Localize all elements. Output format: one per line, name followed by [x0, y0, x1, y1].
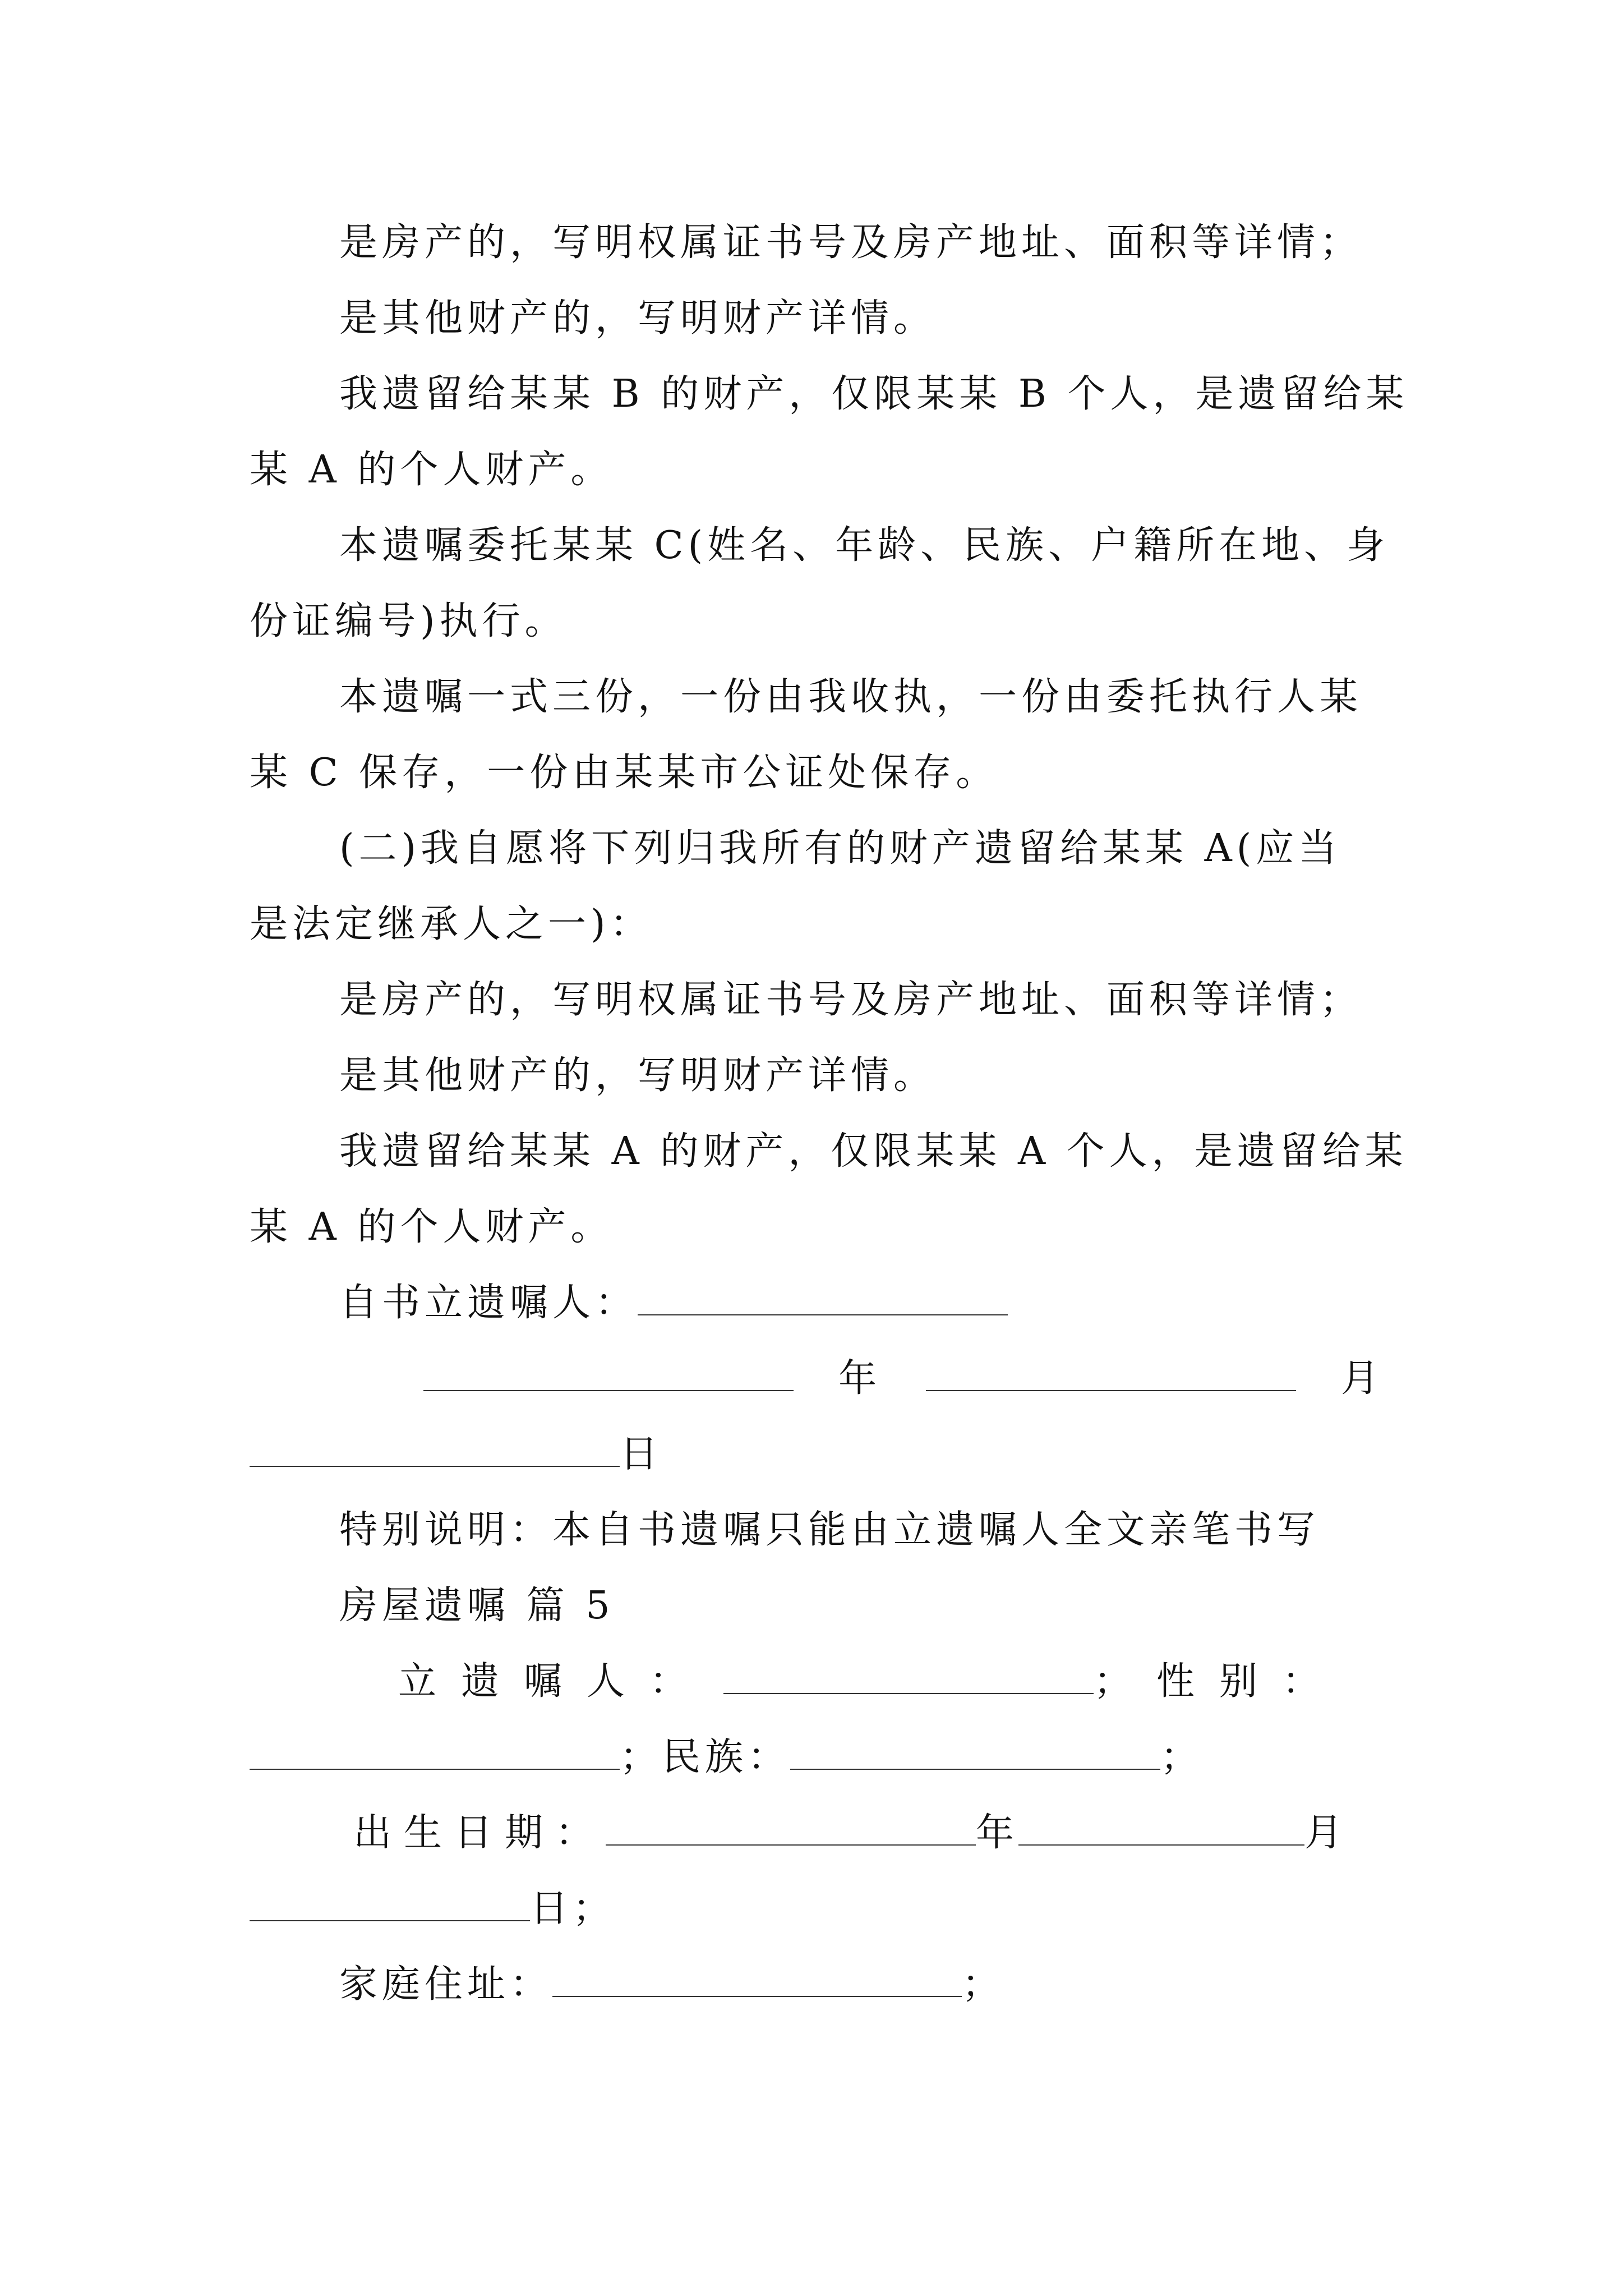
paragraph-property-other-2: 是其他财产的，写明财产详情。 [339, 1053, 937, 1098]
paragraph-section2-line2: 是法定继承人之一)： [250, 902, 653, 946]
paragraph-executor-line2: 份证编号)执行。 [250, 599, 568, 643]
gender-label: ；性别： [1094, 1659, 1345, 1704]
birth-month-blank [1018, 1811, 1304, 1846]
paragraph-property-other: 是其他财产的，写明财产详情。 [339, 296, 937, 341]
testator-field-blank [723, 1659, 1094, 1694]
month-label: 月 [1341, 1356, 1384, 1401]
paragraph-copies-line2: 某 C 保存，一份由某某市公证处保存。 [250, 751, 999, 795]
paragraph-property-house: 是房产的，写明权属证书号及房产地址、面积等详情； [339, 220, 1363, 265]
day-blank [250, 1432, 620, 1467]
testator-label: 自书立遗嘱人： [339, 1281, 638, 1325]
birth-day-label: 日； [530, 1887, 616, 1931]
paragraph-bequest-a-line2: 某 A 的个人财产。 [250, 1205, 614, 1249]
birth-month-label: 月 [1304, 1811, 1348, 1855]
ethnicity-end: ； [1160, 1735, 1204, 1779]
month-blank [926, 1356, 1296, 1391]
address-line [339, 1957, 1004, 2013]
paragraph-property-house-2: 是房产的，写明权属证书号及房产地址、面积等详情； [339, 978, 1363, 1022]
testator-field-label: 立遗嘱人： [398, 1659, 713, 1704]
date-line [423, 1351, 1384, 1407]
address-end: ； [962, 1962, 1005, 2007]
gender-ethnicity-line [250, 1729, 1203, 1786]
day-label: 日 [620, 1432, 663, 1476]
birth-year-blank [606, 1811, 976, 1846]
birth-year-label: 年 [976, 1811, 1019, 1855]
birth-label: 出生日期： [353, 1811, 606, 1855]
section-heading: 房屋遗嘱 篇 5 [339, 1584, 615, 1628]
paragraph-bequest-a-line1: 我遗留给某某 A 的财产，仅限某某 A 个人，是遗留给某 [339, 1129, 1408, 1174]
special-note: 特别说明：本自书遗嘱只能由立遗嘱人全文亲笔书写 [339, 1508, 1320, 1552]
ethnicity-blank [790, 1735, 1160, 1770]
testator-name-blank [638, 1281, 1008, 1315]
day-line [250, 1427, 662, 1483]
testator-signature-line [339, 1275, 1008, 1331]
paragraph-executor-line1: 本遗嘱委托某某 C(姓名、年龄、民族、户籍所在地、身 [339, 523, 1390, 568]
testator-field-line [398, 1654, 1345, 1710]
gender-blank [250, 1735, 620, 1770]
paragraph-bequest-b-line1: 我遗留给某某 B 的财产，仅限某某 B 个人，是遗留给某 [339, 372, 1409, 416]
address-label: 家庭住址： [339, 1962, 553, 2007]
paragraph-bequest-b-line2: 某 A 的个人财产。 [250, 448, 614, 492]
ethnicity-label: ；民族： [620, 1735, 791, 1779]
birth-date-line [353, 1805, 1347, 1861]
paragraph-copies-line1: 本遗嘱一式三份，一份由我收执，一份由委托执行人某 [339, 675, 1363, 719]
address-blank [552, 1962, 962, 1997]
year-blank [423, 1356, 794, 1391]
paragraph-section2-line1: (二)我自愿将下列归我所有的财产遗留给某某 A(应当 [339, 826, 1341, 871]
year-label: 年 [838, 1356, 882, 1401]
birth-day-line [250, 1881, 615, 1937]
birth-day-blank [250, 1887, 530, 1921]
